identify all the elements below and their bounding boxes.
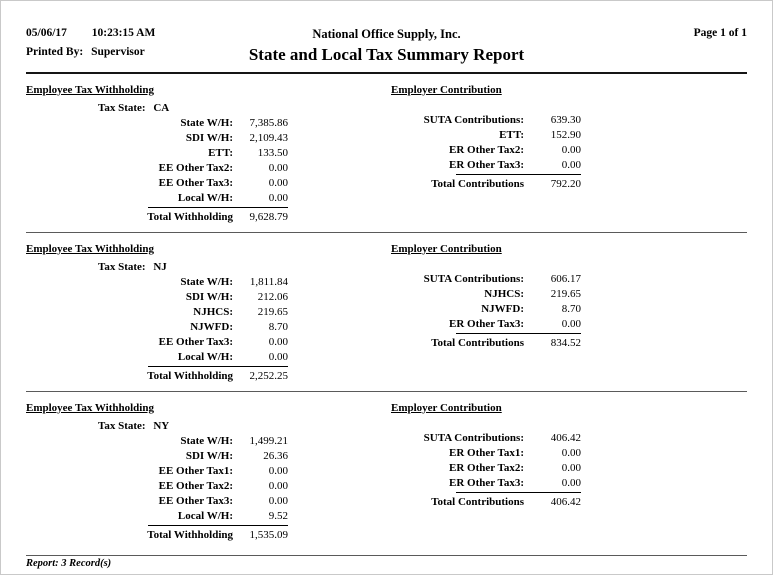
tax-row-value: 212.06	[257, 291, 288, 303]
total-rule	[148, 207, 288, 208]
tax-row	[391, 287, 581, 302]
tax-row-label: Local W/H:	[177, 351, 233, 363]
tax-row-value: 219.65	[550, 288, 581, 300]
tax-row-label: State W/H:	[180, 117, 233, 129]
tax-row-label: ER Other Tax3:	[449, 477, 524, 489]
print-date: 05/06/17	[26, 27, 67, 39]
report-body	[1, 74, 772, 550]
employer-rows	[391, 431, 581, 510]
total-withholding-label: Total Withholding	[147, 211, 233, 223]
tax-row	[26, 320, 288, 335]
total-contributions-value: 792.20	[550, 178, 581, 190]
total-rule	[456, 492, 581, 493]
tax-row	[26, 509, 288, 524]
section-ny	[26, 392, 747, 550]
tax-row-value: 1,499.21	[249, 435, 288, 447]
total-withholding-row	[26, 210, 288, 225]
employee-withholding-block	[26, 242, 288, 384]
tax-state-label: Tax State:	[98, 420, 146, 432]
total-contributions-row	[391, 177, 581, 192]
tax-row-value: 0.00	[561, 477, 581, 489]
tax-row	[26, 161, 288, 176]
tax-row	[26, 335, 288, 350]
tax-row	[391, 128, 581, 143]
tax-row	[26, 116, 288, 131]
total-contributions-label: Total Contributions	[431, 178, 524, 190]
tax-row-value: 0.00	[268, 336, 288, 348]
printed-by-value: Supervisor	[91, 46, 145, 58]
tax-row-label: ER Other Tax3:	[449, 159, 524, 171]
tax-row-value: 7,385.86	[249, 117, 288, 129]
tax-row-value: 0.00	[268, 351, 288, 363]
tax-row-label: SDI W/H:	[185, 132, 233, 144]
tax-row	[26, 131, 288, 146]
tax-row-label: ETT:	[208, 147, 233, 159]
tax-row-label: State W/H:	[180, 276, 233, 288]
tax-row-label: SUTA Contributions:	[423, 432, 524, 444]
printed-by-label: Printed By:	[26, 46, 84, 58]
print-datetime	[26, 27, 216, 39]
employer-contribution-heading: Employer Contribution	[391, 243, 502, 255]
tax-row	[26, 479, 288, 494]
tax-row-value: 0.00	[268, 177, 288, 189]
total-withholding-label: Total Withholding	[147, 529, 233, 541]
employer-contribution-block	[391, 401, 581, 543]
tax-row-value: 639.30	[550, 114, 581, 126]
tax-row-label: SUTA Contributions:	[423, 114, 524, 126]
tax-row-value: 0.00	[268, 495, 288, 507]
record-count: Report: 3 Record(s)	[26, 558, 112, 569]
tax-row-value: 0.00	[268, 192, 288, 204]
total-contributions-row	[391, 495, 581, 510]
employee-withholding-heading: Employee Tax Withholding	[26, 84, 154, 96]
tax-row-value: 0.00	[268, 162, 288, 174]
tax-row-label: State W/H:	[180, 435, 233, 447]
tax-row-label: NJHCS:	[193, 306, 233, 318]
tax-row-label: ETT:	[499, 129, 524, 141]
tax-row-value: 133.50	[257, 147, 288, 159]
employee-withholding-heading: Employee Tax Withholding	[26, 243, 154, 255]
tax-row	[391, 431, 581, 446]
total-rule	[456, 174, 581, 175]
tax-row	[391, 158, 581, 173]
employer-rows	[391, 113, 581, 192]
employer-contribution-block	[391, 83, 581, 225]
tax-row-value: 8.70	[561, 303, 581, 315]
total-contributions-value: 406.42	[550, 496, 581, 508]
section-nj	[26, 233, 747, 392]
tax-state-label: Tax State:	[98, 261, 146, 273]
total-contributions-row	[391, 336, 581, 351]
tax-row-value: 0.00	[561, 144, 581, 156]
print-time: 10:23:15 AM	[91, 27, 156, 39]
tax-row-value: 2,109.43	[249, 132, 288, 144]
tax-row-label: ER Other Tax2:	[449, 462, 524, 474]
total-rule	[456, 333, 581, 334]
tax-row	[391, 143, 581, 158]
total-withholding-row	[26, 528, 288, 543]
total-withholding-label: Total Withholding	[147, 370, 233, 382]
tax-row-label: SUTA Contributions:	[423, 273, 524, 285]
tax-row-value: 9.52	[268, 510, 288, 522]
tax-row-value: 0.00	[268, 480, 288, 492]
tax-row	[26, 275, 288, 290]
tax-row-value: 8.70	[268, 321, 288, 333]
tax-row	[26, 449, 288, 464]
tax-state-label: Tax State:	[98, 102, 146, 114]
tax-row	[26, 191, 288, 206]
tax-row-label: NJWFD:	[190, 321, 233, 333]
total-withholding-row	[26, 369, 288, 384]
tax-row-label: Local W/H:	[177, 192, 233, 204]
total-withholding-value: 9,628.79	[249, 211, 288, 223]
header-center	[216, 27, 557, 65]
tax-state-row	[26, 260, 288, 275]
tax-row	[391, 446, 581, 461]
tax-row-label: EE Other Tax1:	[158, 465, 233, 477]
tax-row	[26, 176, 288, 191]
tax-state-value: NY	[153, 420, 170, 432]
tax-row-label: EE Other Tax3:	[158, 495, 233, 507]
report-footer	[1, 555, 772, 574]
tax-row-label: ER Other Tax3:	[449, 318, 524, 330]
tax-row-label: EE Other Tax2:	[158, 480, 233, 492]
tax-row-value: 0.00	[561, 462, 581, 474]
tax-row-value: 406.42	[550, 432, 581, 444]
tax-row-value: 0.00	[561, 159, 581, 171]
employer-contribution-heading: Employer Contribution	[391, 402, 502, 414]
company-name: National Office Supply, Inc.	[312, 27, 461, 41]
tax-row-value: 1,811.84	[249, 276, 288, 288]
tax-row-label: NJHCS:	[484, 288, 524, 300]
report-header	[1, 1, 772, 67]
tax-row	[391, 302, 581, 317]
tax-row-label: ER Other Tax2:	[449, 144, 524, 156]
tax-row-label: NJWFD:	[481, 303, 524, 315]
tax-row	[391, 272, 581, 287]
header-left	[26, 27, 216, 58]
tax-row-value: 219.65	[257, 306, 288, 318]
employee-withholding-block	[26, 401, 288, 543]
tax-row-label: EE Other Tax2:	[158, 162, 233, 174]
tax-row	[26, 305, 288, 320]
tax-row	[26, 350, 288, 365]
tax-row	[26, 434, 288, 449]
printed-by	[26, 46, 216, 58]
tax-state-row	[26, 101, 288, 116]
page-number: Page 1 of 1	[693, 27, 747, 39]
tax-row-value: 0.00	[561, 447, 581, 459]
page-title: State and Local Tax Summary Report	[248, 45, 525, 64]
tax-row-label: SDI W/H:	[185, 291, 233, 303]
tax-row-label: ER Other Tax1:	[449, 447, 524, 459]
total-contributions-label: Total Contributions	[431, 496, 524, 508]
tax-row-value: 152.90	[550, 129, 581, 141]
tax-row-label: Local W/H:	[177, 510, 233, 522]
tax-row-value: 606.17	[550, 273, 581, 285]
employer-rows	[391, 272, 581, 351]
total-contributions-value: 834.52	[550, 337, 581, 349]
employee-withholding-heading: Employee Tax Withholding	[26, 402, 154, 414]
employer-contribution-heading: Employer Contribution	[391, 84, 502, 96]
total-rule	[148, 366, 288, 367]
tax-state-row	[26, 419, 288, 434]
header-right	[557, 27, 747, 39]
tax-row-value: 0.00	[268, 465, 288, 477]
total-rule	[148, 525, 288, 526]
employee-withholding-block	[26, 83, 288, 225]
tax-row	[26, 464, 288, 479]
tax-state-value: CA	[153, 102, 170, 114]
tax-row	[391, 113, 581, 128]
tax-row	[26, 146, 288, 161]
tax-row	[391, 317, 581, 332]
tax-row-label: EE Other Tax3:	[158, 177, 233, 189]
total-withholding-value: 1,535.09	[249, 529, 288, 541]
tax-row	[391, 476, 581, 491]
tax-row-value: 0.00	[561, 318, 581, 330]
tax-row-label: EE Other Tax3:	[158, 336, 233, 348]
tax-row	[391, 461, 581, 476]
employer-contribution-block	[391, 242, 581, 384]
tax-row-label: SDI W/H:	[185, 450, 233, 462]
tax-row	[26, 290, 288, 305]
total-contributions-label: Total Contributions	[431, 337, 524, 349]
tax-row	[26, 494, 288, 509]
tax-state-value: NJ	[153, 261, 167, 273]
section-ca	[26, 74, 747, 233]
total-withholding-value: 2,252.25	[249, 370, 288, 382]
tax-row-value: 26.36	[263, 450, 288, 462]
